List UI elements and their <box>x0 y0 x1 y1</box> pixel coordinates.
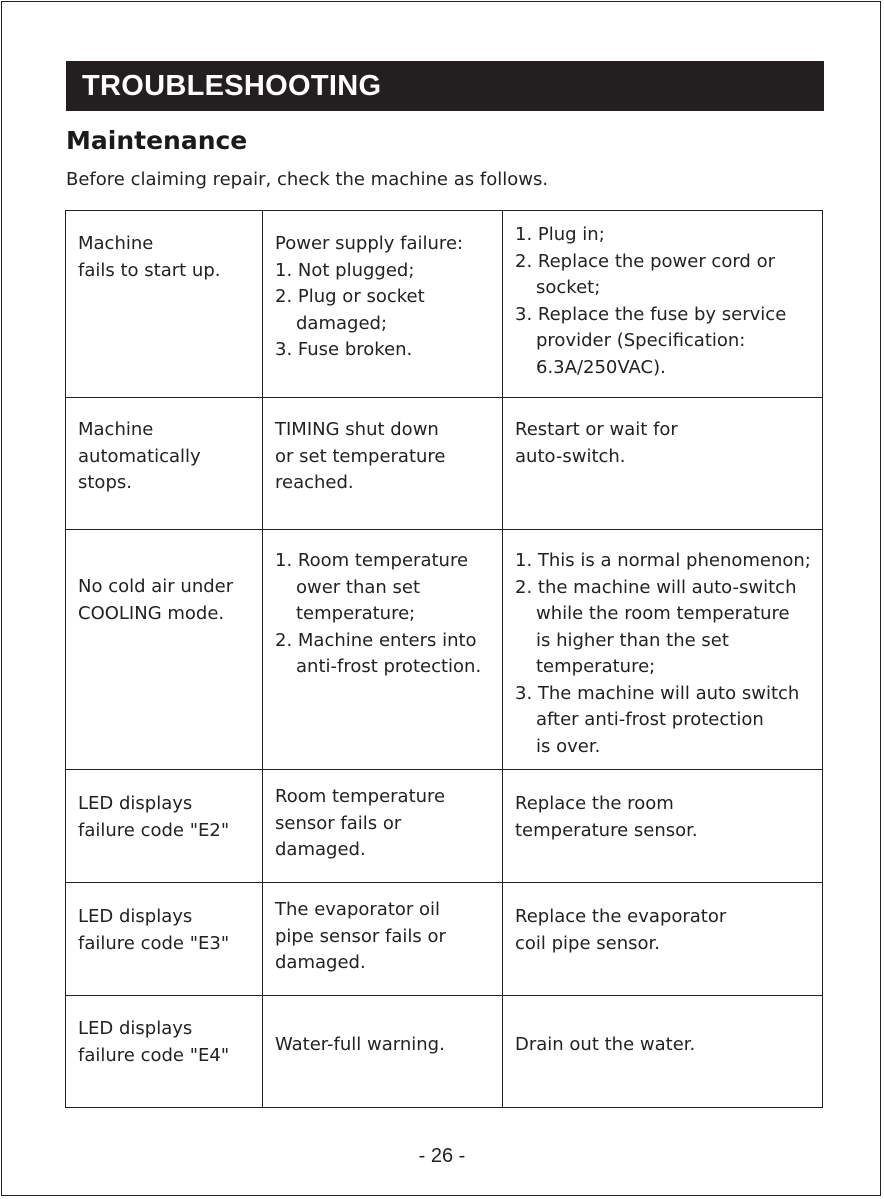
cell-line: damaged. <box>275 952 366 973</box>
cell-line: damaged; <box>296 312 388 334</box>
problem-cell <box>66 398 263 530</box>
cell-line: 1. Plug in; <box>515 224 605 245</box>
cause-cell <box>263 530 503 770</box>
cell-line: 3. Fuse broken. <box>275 339 413 360</box>
cell-line: temperature sensor. <box>515 819 698 841</box>
cell-line: auto-switch. <box>515 445 626 467</box>
cell-line: while the room temperature <box>536 603 790 624</box>
problem-cell <box>66 530 263 770</box>
cell-line: Replace the room <box>515 793 674 814</box>
cell-line: or set temperature <box>275 445 446 467</box>
cell-line: 2. the machine will auto-switch <box>515 576 797 598</box>
solution-cell <box>503 770 823 883</box>
cell-line: 3. The machine will auto switch <box>515 682 800 704</box>
cell-line: damaged. <box>275 839 366 860</box>
cell-line: socket; <box>536 277 601 298</box>
cell-line: automatically <box>78 445 201 467</box>
cell-line: anti-frost protection. <box>296 656 482 677</box>
cell-line: 3. Replace the fuse by service <box>515 303 787 325</box>
header-title: TROUBLESHOOTING <box>82 69 382 102</box>
problem-cell <box>66 211 263 398</box>
cell-line: 1. Room temperature <box>275 550 469 571</box>
table-row <box>66 996 823 1108</box>
cell-line: reached. <box>275 472 354 493</box>
cell-line: ower than set <box>296 576 421 598</box>
section-title: Maintenance <box>66 126 248 155</box>
cell-line: temperature; <box>296 603 416 624</box>
cell-line: 1. Not plugged; <box>275 259 415 281</box>
cell-line: 1. This is a normal phenomenon; <box>515 550 811 571</box>
troubleshooting-table <box>65 210 823 1108</box>
cell-line: Machine <box>78 419 154 440</box>
cell-line: LED displays <box>78 1018 193 1039</box>
cell-line: failure code "E3" <box>78 932 230 954</box>
header-bar <box>66 61 824 111</box>
problem-cell <box>66 883 263 996</box>
cell-line: after anti-frost protection <box>536 709 764 730</box>
cell-line: LED displays <box>78 793 193 814</box>
cell-line: Power supply failure: <box>275 233 464 254</box>
cause-cell <box>263 398 503 530</box>
cell-line: is over. <box>536 735 601 757</box>
cell-line: stops. <box>78 472 132 493</box>
solution-cell <box>503 211 823 398</box>
solution-cell <box>503 530 823 770</box>
cell-line: Room temperature <box>275 786 446 807</box>
cell-line: coil pipe sensor. <box>515 932 661 954</box>
cell-line: 2. Machine enters into <box>275 629 477 651</box>
cell-line: Water-full warning. <box>275 1034 445 1055</box>
table-row <box>66 883 823 996</box>
problem-cell <box>66 996 263 1108</box>
cell-line: 6.3A/250VAC). <box>536 356 666 378</box>
page-number: - 26 - <box>418 1145 466 1167</box>
cause-cell <box>263 211 503 398</box>
cell-line: Restart or wait for <box>515 419 678 440</box>
cell-line: Drain out the water. <box>515 1034 696 1055</box>
cell-line: fails to start up. <box>78 259 221 281</box>
cell-line: COOLING mode. <box>78 602 225 624</box>
cell-line: No cold air under <box>78 576 234 597</box>
cell-line: sensor fails or <box>275 812 402 834</box>
cell-line: provider (Specification: <box>536 330 746 351</box>
cause-cell <box>263 883 503 996</box>
cell-line: failure code "E4" <box>78 1044 230 1066</box>
cell-line: 2. Replace the power cord or <box>515 250 775 272</box>
solution-cell <box>503 398 823 530</box>
intro-text: Before claiming repair, check the machine as follows. <box>66 169 549 190</box>
solution-cell <box>503 883 823 996</box>
cell-line: Machine <box>78 233 154 254</box>
cell-line: Replace the evaporator <box>515 906 727 927</box>
cause-cell <box>263 770 503 883</box>
cell-line: pipe sensor fails or <box>275 925 446 947</box>
cell-line: failure code "E2" <box>78 819 230 841</box>
table-row <box>66 530 823 770</box>
cell-line: is higher than the set <box>536 629 729 651</box>
solution-cell <box>503 996 823 1108</box>
table-row <box>66 211 823 398</box>
cause-cell <box>263 996 503 1108</box>
cell-line: temperature; <box>536 656 656 677</box>
table-row <box>66 398 823 530</box>
table-row <box>66 770 823 883</box>
cell-line: LED displays <box>78 906 193 927</box>
problem-cell <box>66 770 263 883</box>
cell-line: TIMING shut down <box>275 419 439 440</box>
cell-line: 2. Plug or socket <box>275 286 425 307</box>
cell-line: The evaporator oil <box>275 899 441 920</box>
